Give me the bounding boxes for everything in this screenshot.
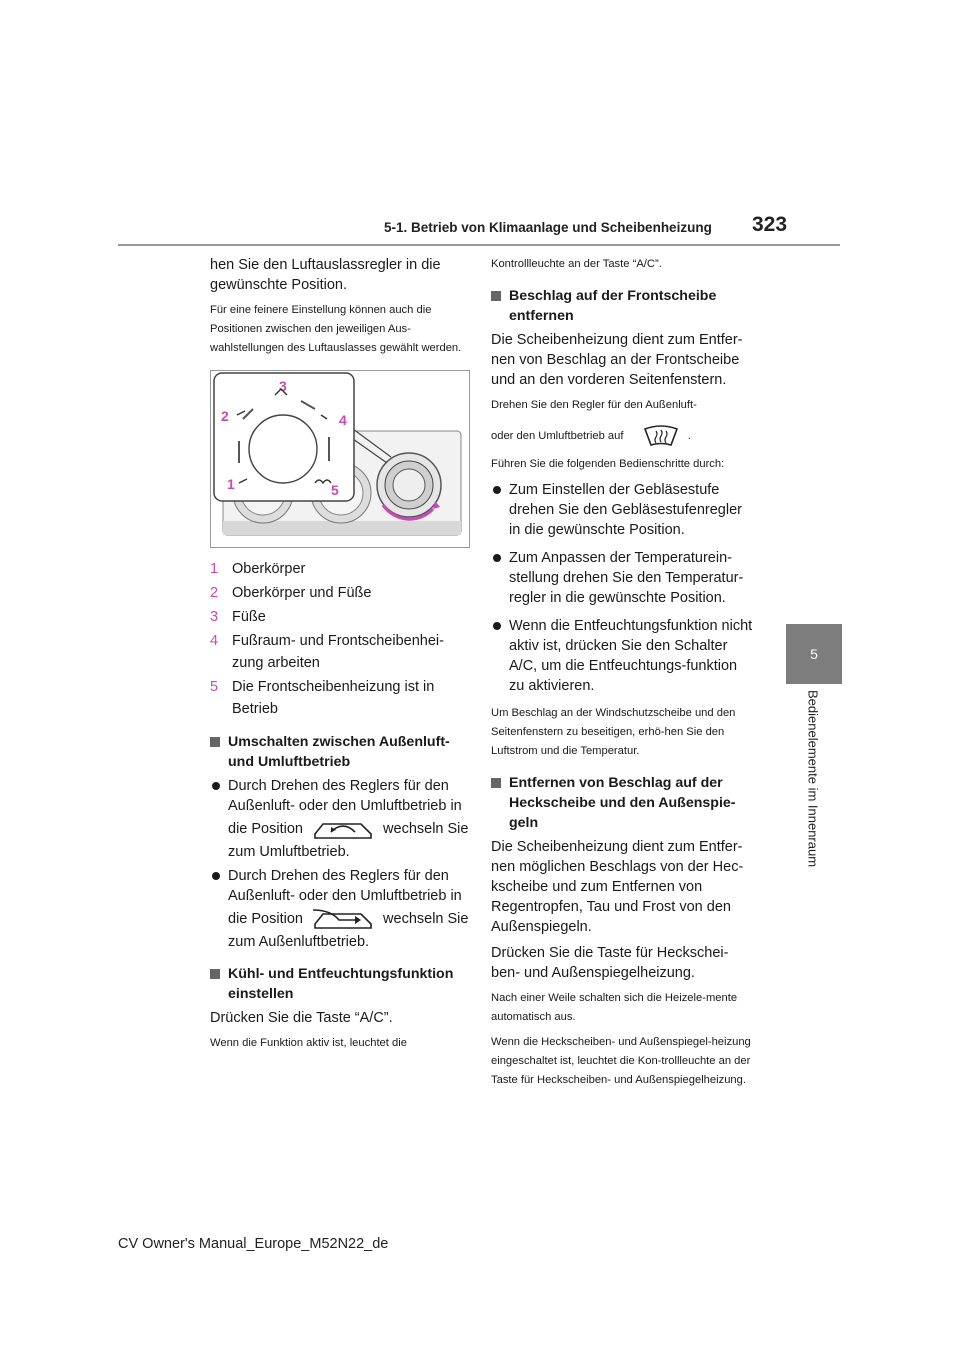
bullet-text: Durch Drehen des Reglers für den Außenluft- oder den Umluftbetrieb in die Position [228,868,462,927]
recirculation-icon [311,816,375,842]
ac-instruction: Drücken Sie die Taste “A/C”. [210,1010,393,1026]
intro-text: hen Sie den Luftauslassregler in die gewünschte Position. [210,257,441,293]
list-item [210,558,472,580]
list-item [210,582,472,604]
bullet-text-2: wechseln Sie zum Außenluftbetrieb. [228,910,469,950]
bullet-fan-speed: Zum Einstellen der Gebläsestufe drehen Sie den Gebläsestufenregler in die gewünschte Position. [491,480,753,540]
figure-label-5: 5 [331,482,339,498]
list-item-text: Fußraum- und Frontscheibenhei-zung arbeiten [232,633,444,671]
rear-defog-note2: Wenn die Heckscheiben- und Außenspiegel-heizung eingeschaltet ist, leuchtet die Kon-trollleuchte an der Taste für Heckscheiben- und Außenspiegelheizung. [491,1036,751,1086]
section-title: 5-1. Betrieb von Klimaanlage und Scheibenheizung [384,220,712,235]
outside-air-icon [311,906,375,932]
position-list [210,558,472,720]
defog-step-text: oder den Umluftbetrieb auf [491,429,624,442]
ac-note: Wenn die Funktion aktiv ist, leuchtet die [210,1037,407,1049]
list-item-text: Füße [232,609,266,625]
right-column [491,255,753,1096]
bullet-text: Durch Drehen des Reglers für den Außenluft- oder den Umluftbetrieb in die Position [228,778,462,837]
figure-label-4: 4 [339,412,347,428]
list-item-text: Die Frontscheibenheizung ist in Betrieb [232,679,435,717]
ac-note-continued: Kontrollleuchte an der Taste “A/C”. [491,258,662,270]
windshield-defrost-icon [641,423,681,449]
bullet-temperature: Zum Anpassen der Temperaturein-stellung drehen Sie den Temperatur-regler in die gewünschte Position. [491,548,753,608]
defog-step-line1: Drehen Sie den Regler für den Außenluft- [491,399,697,411]
list-item [210,630,472,674]
list-item [210,606,472,628]
defog-description: Die Scheibenheizung dient zum Entfer-nen von Beschlag an der Frontscheibe und an den vorderen Seitenfenstern. [491,332,743,388]
header-rule [118,244,840,246]
page-number: 323 [752,213,788,236]
heading-rear-defog: Entfernen von Beschlag auf der Heckscheibe und den Außenspie-geln [491,773,753,833]
side-label-text: Bedienelemente im Innenraum [805,690,821,868]
list-item-number: 3 [210,609,219,625]
list-item-number: 5 [210,679,219,695]
heading-windshield-defog: Beschlag auf der Frontscheibe entfernen [491,286,753,326]
list-item-text: Oberkörper [232,561,306,577]
bullet-outside-air [210,866,472,952]
chapter-tab: 5 [786,624,842,684]
bullet-recirculation [210,776,472,862]
figure-label-2: 2 [221,408,229,424]
figure-dial-diagram [210,370,470,548]
list-item-number: 1 [210,561,219,577]
heading-air-mode: Umschalten zwischen Außenluft- und Umluftbetrieb [210,732,472,772]
list-item [210,676,472,720]
heading-ac: Kühl- und Entfeuchtungsfunktion einstellen [210,964,472,1004]
rear-defog-description: Die Scheibenheizung dient zum Entfer-nen möglichen Beschlags von der Hec-kscheibe und zum Entfernen von Regentropfen, Tau und Frost von den Außenspiegeln. [491,839,744,935]
dial-illustration [211,371,469,547]
side-label [800,690,826,990]
defog-tip: Um Beschlag an der Windschutzscheibe und den Seitenfenstern zu beseitigen, erhö-hen Sie den Luftstrom und die Temperatur. [491,707,736,757]
note-text: Für eine feinere Einstellung können auch die Positionen zwischen den jeweiligen Aus-wahlstellungen des Luftauslasses gewählt werden. [210,304,462,354]
rear-defog-instruction: Drücken Sie die Taste für Heckschei-ben- und Außenspiegelheizung. [491,945,729,981]
left-column [210,255,472,1059]
defog-step-line2 [491,423,753,449]
bullet-text-2: wechseln Sie zum Umluftbetrieb. [228,820,469,860]
list-item-number: 2 [210,585,219,601]
figure-label-3: 3 [279,378,287,394]
rear-defog-note1: Nach einer Weile schalten sich die Heizele-mente automatisch aus. [491,992,738,1023]
defog-step-end: . [687,429,691,442]
list-item-number: 4 [210,633,219,649]
bullet-dehumidify: Wenn die Entfeuchtungsfunktion nicht aktiv ist, drücken Sie den Schalter A/C, um die Entfeuchtungs-funktion zu aktivieren. [491,616,753,696]
list-item-text: Oberkörper und Füße [232,585,372,601]
footer-text: CV Owner's Manual_Europe_M52N22_de [118,1236,389,1252]
figure-label-1: 1 [227,476,235,492]
steps-intro: Führen Sie die folgenden Bedienschritte durch: [491,458,725,470]
